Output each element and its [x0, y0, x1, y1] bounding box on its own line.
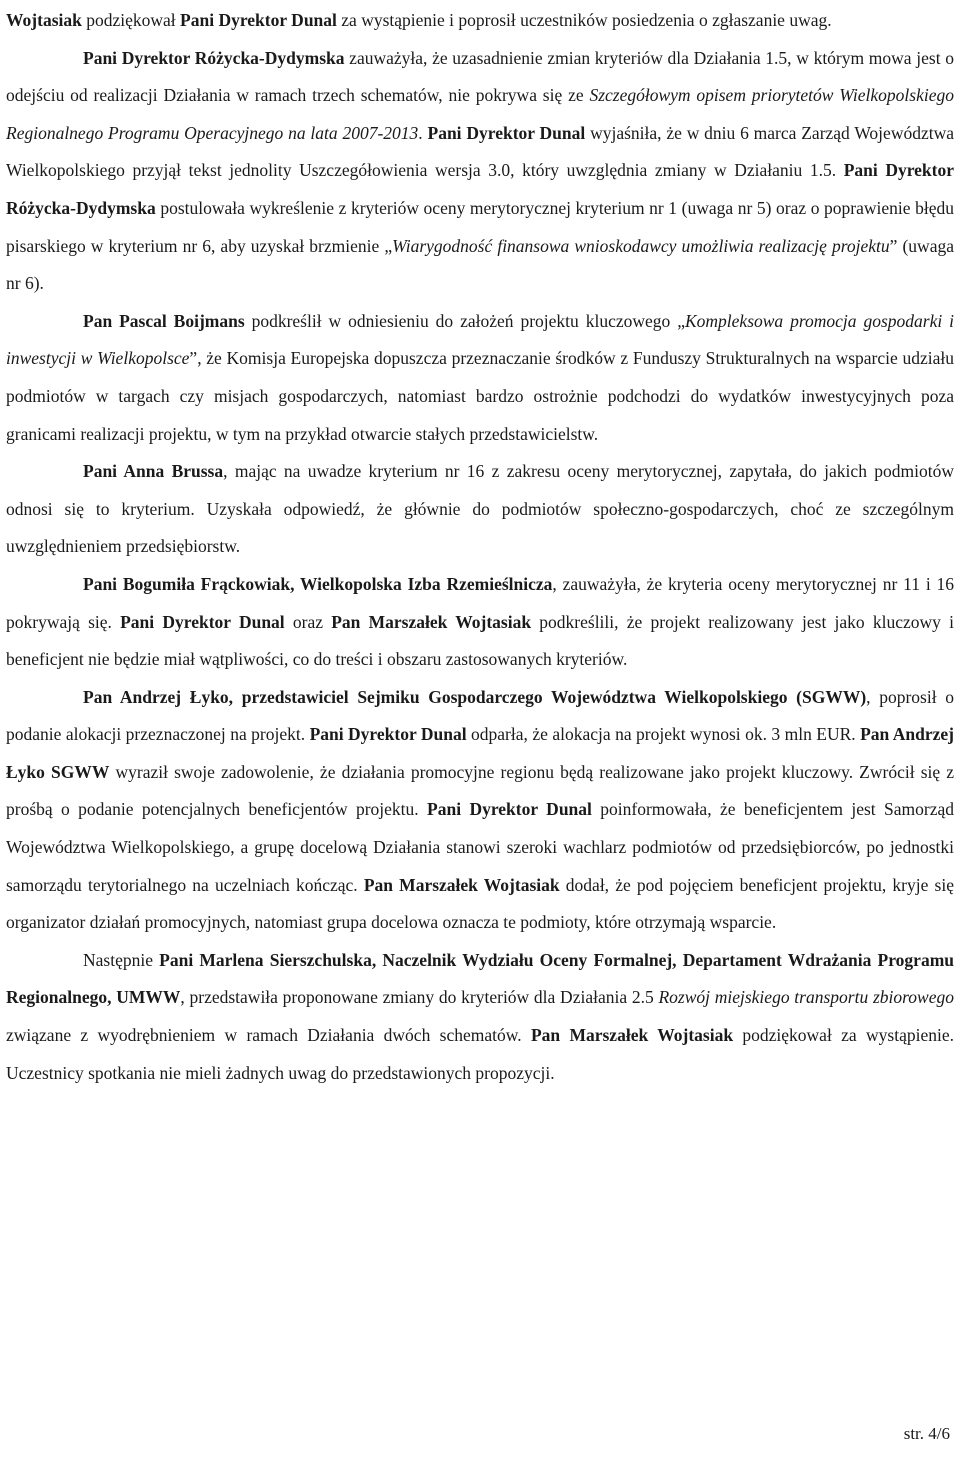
paragraph [6, 566, 954, 679]
paragraph [6, 2, 954, 40]
bold-text: Pani Dyrektor Dunal [180, 10, 337, 30]
paragraph [6, 40, 954, 303]
page-number: str. 4/6 [903, 1424, 950, 1443]
bold-text: Pani Dyrektor Różycka-Dydymska [6, 160, 955, 218]
text-run: ” (uwaga nr 6). [6, 235, 954, 294]
italic-text: Szczegółowym opisem priorytetów Wielkopolskiego Regionalnego Programu Operacyjnego na lata 2007-2013 [6, 85, 954, 143]
text-run: odparła, że alokacja na projekt wynosi ok. 3 mln EUR. [466, 724, 861, 745]
text-run: podkreślili, że projekt realizowany jest jako kluczowy i beneficjent nie będzie miał wątpliwości, co do treści i obszaru zastosowanych kryteriów. [6, 611, 954, 670]
paragraph [6, 679, 954, 942]
text-run: wyjaśniła, że w dniu 6 marca Zarząd Województwa Wielkopolskiego przyjął tekst jednolity Uszczegółowienia wersja 3.0, który uwzględnia zmiany w Działaniu 1.5. [6, 122, 954, 181]
bold-text: Pan Marszałek Wojtasiak [530, 1025, 734, 1046]
bold-text: Pani Anna Brussa [83, 461, 224, 482]
text-run: związane z wyodrębnieniem w ramach Działania dwóch schematów. [6, 1025, 531, 1046]
bold-text: Pan Andrzej Łyko SGWW [6, 724, 954, 782]
text-run: postulowała wykreślenie z kryteriów oceny merytorycznej kryterium nr 1 (uwaga nr 5) oraz o poprawienie błędu pisarskiego w kryterium nr 6, aby uzyskał brzmienie „ [6, 197, 954, 256]
bold-text: Pani Dyrektor Różycka-Dydymska [83, 47, 345, 68]
text-run: , zauważyła, że kryteria oceny merytorycznej nr 11 i 16 pokrywają się. [6, 573, 955, 632]
text-run: zauważyła, że uzasadnienie zmian kryteriów dla Działania 1.5, w którym mowa jest o odejściu od realizacji Działania w ramach trzech schematów, nie pokrywa się ze [6, 47, 954, 106]
bold-text: Pani Dyrektor Dunal [120, 611, 285, 632]
italic-text: Rozwój miejskiego transportu zbiorowego [658, 987, 954, 1008]
bold-text: Pani Dyrektor Dunal [427, 122, 586, 143]
text-run: , poprosił o podanie alokacji przeznaczonej na projekt. [6, 686, 954, 745]
bold-text: Pani Dyrektor Dunal [427, 799, 592, 820]
text-run: . [418, 122, 428, 143]
italic-text: Wiarygodność finansowa wnioskodawcy umożliwia realizację projektu [392, 235, 890, 256]
bold-text: Pan Marszałek Wojtasiak [331, 611, 532, 632]
bold-text: Pani Dyrektor Dunal [309, 724, 467, 745]
text-run: podziękował za wystąpienie. Uczestnicy spotkania nie mieli żadnych uwag do przedstawionych propozycji. [6, 1025, 954, 1083]
bold-text: Pani Marlena Sierszchulska, Naczelnik Wydziału Oceny Formalnej, Departament Wdrażania Programu Regionalnego, UMWW [6, 949, 954, 1008]
text-run: wyraził swoje zadowolenie, że działania promocyjne regionu będą realizowane jako projekt kluczowy. Zwrócił się z prośbą o podanie potencjalnych beneficjentów projektu. [6, 761, 955, 820]
paragraph [6, 303, 954, 453]
text-run: , przedstawiła proponowane zmiany do kryteriów dla Działania 2.5 [180, 987, 659, 1008]
paragraph [6, 942, 954, 1092]
italic-text: Kompleksowa promocja gospodarki i inwestycji w Wielkopolsce [6, 310, 955, 369]
text-run: dodał, że pod pojęciem beneficjent projektu, kryje się organizator działań promocyjnych, natomiast grupa docelowa oznacza te podmioty, które otrzymają wsparcie. [6, 874, 954, 933]
bold-text: Pan Andrzej Łyko, przedstawiciel Sejmiku Gospodarczego Województwa Wielkopolskiego (SGWW) [83, 686, 867, 707]
document-body [6, 2, 954, 1092]
text-run: oraz [284, 611, 332, 632]
bold-text: Pani Bogumiła Frąckowiak, Wielkopolska Izba Rzemieślnicza [83, 573, 553, 594]
text-run: za wystąpienie i poprosił uczestników posiedzenia o zgłaszanie uwag. [336, 10, 832, 30]
text-run: podziękował [81, 10, 181, 30]
text-run: Następnie [83, 949, 160, 970]
text-run: poinformowała, że beneficjentem jest Samorząd Województwa Wielkopolskiego, a grupę docelową Działania stanowi szeroki wachlarz podmiotów od przedsiębiorców, po jednostki samorządu terytorialnego na uczelniach kończąc. [6, 799, 954, 895]
bold-text: Pan Pascal Boijmans [83, 310, 245, 331]
bold-text: Pan Marszałek Wojtasiak [363, 874, 560, 895]
text-run: , mając na uwadze kryterium nr 16 z zakresu oceny merytorycznej, zapytała, do jakich podmiotów odnosi się to kryterium. Uzyskała odpowiedź, że głównie do podmiotów społeczno-gospodarczych, choć ze szczególnym uwzględnieniem przedsiębiorstw. [6, 461, 954, 557]
text-run: ”, że Komisja Europejska dopuszcza przeznaczanie środków z Funduszy Strukturalnych na wsparcie udziału podmiotów w targach czy misjach gospodarczych, natomiast bardzo ostrożnie podchodzi do wydatków inwestycyjnych poza granicami realizacji projektu, w tym na przykład otwarcie stałych przedstawicielstw. [6, 348, 954, 444]
paragraph [6, 453, 954, 566]
bold-text: Wojtasiak [6, 10, 82, 30]
text-run: podkreślił w odniesieniu do założeń projektu kluczowego „ [244, 310, 685, 331]
